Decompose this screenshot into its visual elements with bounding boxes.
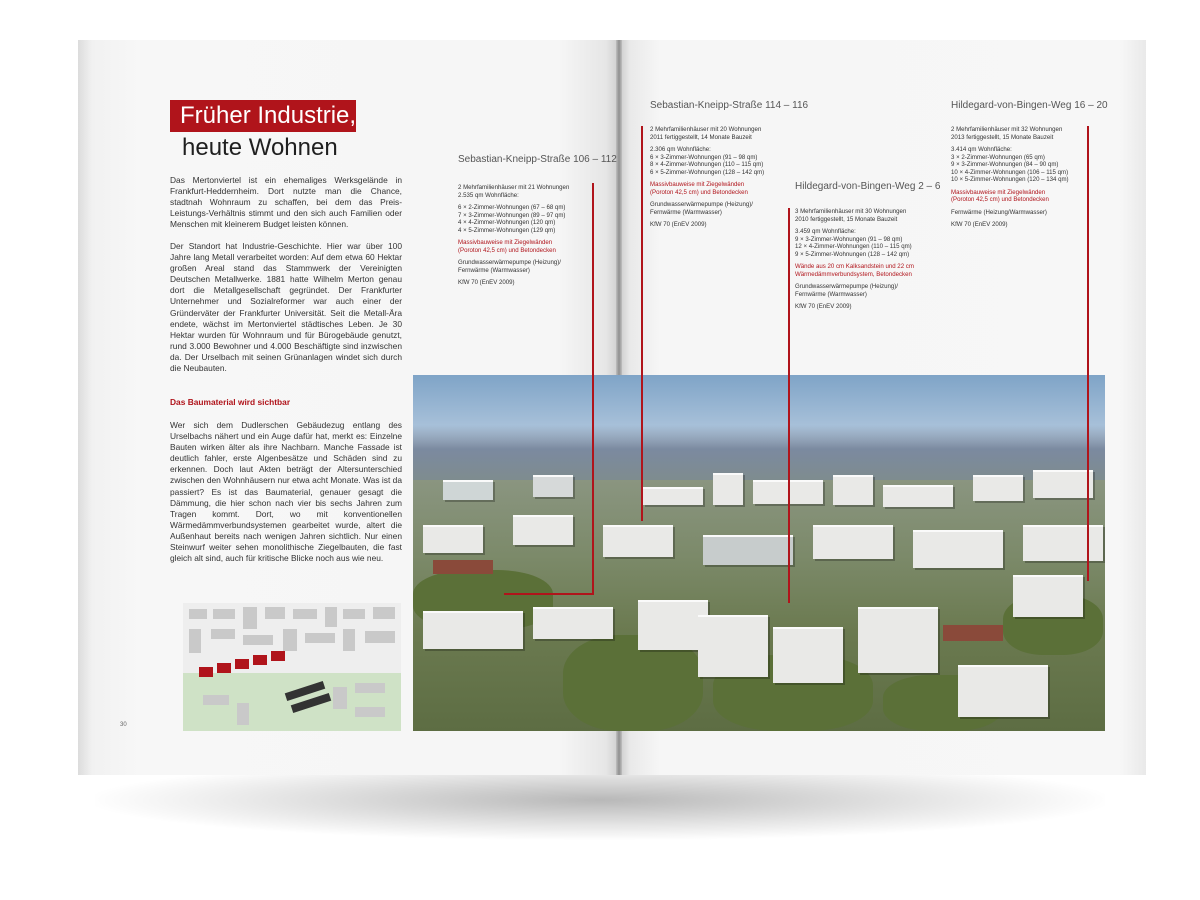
column-4-title: Hildegard-von-Bingen-Weg 16 – 20 [951,100,1108,111]
leader-line-4 [1087,126,1089,581]
column-3-title: Hildegard-von-Bingen-Weg 2 – 6 [795,181,941,192]
column-4-details: 2 Mehrfamilienhäuser mit 32 Wohnungen 2013 fertiggestellt, 15 Monate Bauzeit 3.414 qm Wohnfläche: 3 × 2-Zimmer-Wohnungen (65 qm) 9 × 3-Zimmer-Wohnungen (84 – 90 qm) 10 × 4-Zimmer-Wohnungen (106 – 115 qm) 10 × 5-Zimmer-Wohnungen (120 – 134 qm) Massivbauweise mit Ziegelwänden (Poroton 42,5 cm) und Betondecken Fernwärme (Heizung/Warmwasser) KfW 70 (EnEV 2009) [951,126,1069,228]
leader-line-2 [641,126,643,521]
site-plan-map [183,603,401,731]
column-3-details: 3 Mehrfamilienhäuser mit 30 Wohnungen 2010 fertiggestellt, 15 Monate Bauzeit 3.459 qm Wohnfläche: 9 × 3-Zimmer-Wohnungen (91 – 98 qm) 12 × 4-Zimmer-Wohnungen (110 – 115 qm) 9 × 5-Zimmer-Wohnungen (128 – 142 qm) Wände aus 20 cm Kalksandstein und 22 cm Wärmedämmverbundsystem, Betondecken Grundwasserwärmepumpe (Heizung)/ Fernwärme (Warmwasser) KfW 70 (EnEV 2009) [795,208,914,310]
aerial-photo [413,375,1105,731]
leader-line-1 [592,183,594,595]
page-subtitle: heute Wohnen [182,134,338,161]
leader-line-3 [788,208,790,603]
material-paragraph: Wer sich dem Dudlerschen Gebäudezug entlang des Urselbachs nähert und ein Auge dafür hat, merkt es: Einzelne Bauten wirken älter als ihre Nachbarn. Manche Fassade ist deutlich fahler, erste Algenbesätze und Schäden sind zu erkennen. Doch laut Akten beträgt der Altersunterschied zwischen den Wohnhäusern nur etwa acht Monate. Was ist da passiert? Es ist das Baumaterial, genauer gesagt die Dämmung, die hier schon nach vier bis sechs Jahren zum Tragen kommt. Dort, wo mit konventionellen Wärmedämmverbundsystemen gearbeitet wurde, altert die Außenhaut bereits nach wenigen Jahren sichtlich. Nur einen Steinwurf weiter sehen monolithische Ziegelbauten, die fast gleich alt sind, auch für kritische Blicke noch aus wie neu. [170,420,402,564]
history-paragraph: Der Standort hat Industrie-Geschichte. Hier war über 100 Jahre lang Metall verarbeitet worden: Auf dem etwa 60 Hektar großen Areal stand das Stammwerk der Vereinigten Deutschen Metallwerke. 1881 hatte Wilhelm Merton genau dort die Metallgesellschaft gegründet. Der Frankfurter Unternehmer und Sozialreformer war auch einer der Gründerväter der Frankfurter Universität. Seit die Metall-Ära endete, wächst im Mertonviertel städtisches Leben. Je 30 Hektar wurden für Wohnraum und für Bürogebäude genutzt, rund 3.000 Bewohner und 4.000 Beschäftigte sind inzwischen da. Der Urselbach mit seinen Grünanlagen windet sich durch die Neubauten. [170,241,402,374]
leader-line-1-base [504,593,594,595]
intro-paragraph: Das Mertonviertel ist ein ehemaliges Werksgelände in Frankfurt-Heddernheim. Dort nutzte man die Chance, stadtnah Wohnraum zu schaffen, bei dem das Preis-Leistungs-Verhältnis stimmt und den sich auch Familien oder Menschen mit kleinerem Budget leisten können. [170,175,402,230]
column-2-details: 2 Mehrfamilienhäuser mit 20 Wohnungen 2011 fertiggestellt, 14 Monate Bauzeit 2.306 qm Wohnfläche: 6 × 3-Zimmer-Wohnungen (91 – 98 qm) 8 × 4-Zimmer-Wohnungen (110 – 115 qm) 6 × 5-Zimmer-Wohnungen (128 – 142 qm) Massivbauweise mit Ziegelwänden (Poroton 42,5 cm) und Betondecken Grundwasserwärmepumpe (Heizung)/ Fernwärme (Warmwasser) KfW 70 (EnEV 2009) [650,126,765,228]
section-heading: Das Baumaterial wird sichtbar [170,397,291,407]
page-number: 30 [120,722,127,728]
column-1-title: Sebastian-Kneipp-Straße 106 – 112 [458,154,617,165]
column-2-title: Sebastian-Kneipp-Straße 114 – 116 [650,100,809,111]
page-title: Früher Industrie, [170,100,356,132]
column-1-details: 2 Mehrfamilienhäuser mit 21 Wohnungen 2.535 qm Wohnfläche: 6 × 2-Zimmer-Wohnungen (67 – 68 qm) 7 × 3-Zimmer-Wohnungen (89 – 97 qm) 4 × 4-Zimmer-Wohnungen (120 qm) 4 × 5-Zimmer-Wohnungen (129 qm) Massivbauweise mit Ziegelwänden (Poroton 42,5 cm) und Betondecken Grundwasserwärmepumpe (Heizung)/ Fernwärme (Warmwasser) KfW 70 (EnEV 2009) [458,184,570,286]
